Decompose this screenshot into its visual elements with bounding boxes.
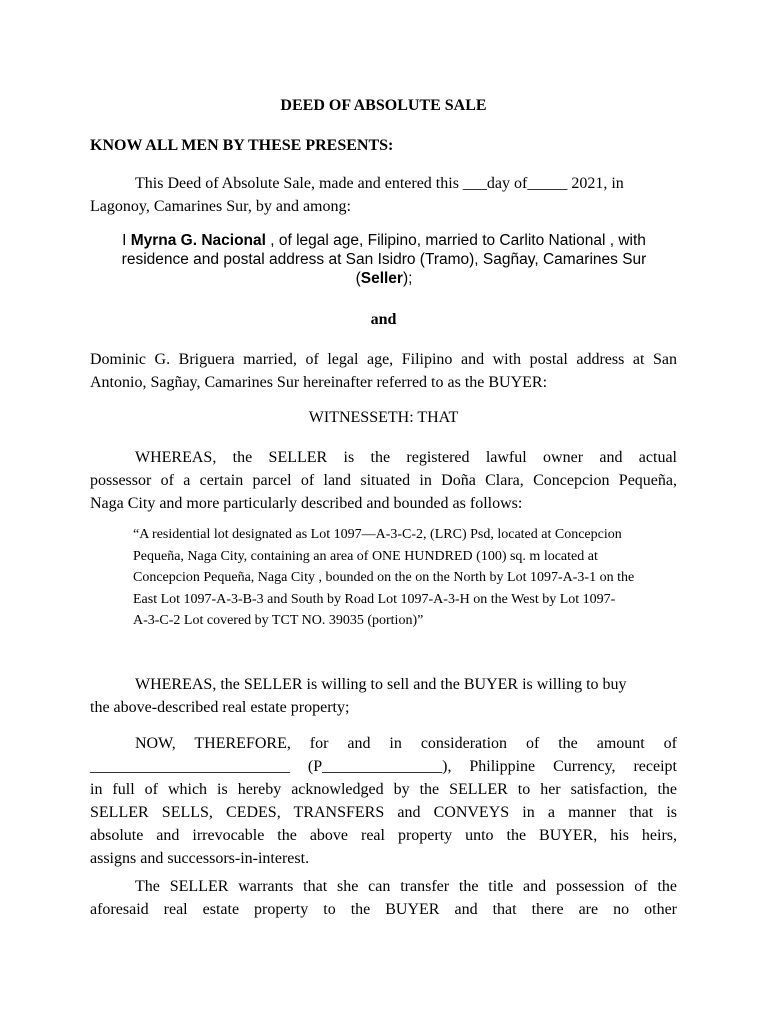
now-line-1: NOW, THEREFORE, for and in consideration of the amount of [135, 735, 677, 752]
intro-line-2: Lagonoy, Camarines Sur, by and among: [90, 198, 351, 215]
property-description-quote [133, 524, 653, 632]
whereas-willing-paragraph [90, 673, 677, 719]
now-line-6: assigns and successors-in-interest. [90, 850, 310, 867]
seller-role: Seller [360, 270, 403, 287]
seller-line-3: (Seller); [355, 270, 413, 287]
and-connector: and [370, 311, 397, 328]
now-line-2: _________________________ (P_______________), Philippine Currency, receipt [90, 758, 677, 775]
now-line-4: SELLER SELLS, CEDES, TRANSFERS and CONVEYS in a manner that is [90, 804, 677, 821]
now-line-3: in full of which is hereby acknowledged by the SELLER to her satisfaction, the [90, 781, 677, 798]
seller-line-2: residence and postal address at San Isidro (Tramo), Sagñay, Camarines Sur [121, 251, 647, 268]
intro-line-1: This Deed of Absolute Sale, made and entered this ___day of_____ 2021, in [135, 175, 624, 192]
whereas1-line-3: Naga City and more particularly described and bounded as follows: [90, 495, 523, 512]
property-line-4: East Lot 1097-A-3-B-3 and South by Road Lot 1097-A-3-H on the West by Lot 1097- [133, 591, 616, 607]
property-line-5: A-3-C-2 Lot covered by TCT NO. 39035 (portion)” [133, 613, 424, 628]
warranty-line-2: aforesaid real estate property to the BUYER and that there are no other [90, 901, 677, 918]
seller-name: Myrna G. Nacional [130, 232, 266, 249]
whereas1-line-2: possessor of a certain parcel of land situated in Doña Clara, Concepcion Pequeña, [90, 472, 677, 489]
buyer-paragraph [90, 348, 677, 394]
warranty-paragraph [90, 875, 677, 921]
whereas2-line-1: WHEREAS, the SELLER is willing to sell and the BUYER is willing to buy [135, 676, 627, 693]
whereas-ownership-paragraph [90, 446, 677, 515]
witnesseth-heading: WITNESSETH: THAT [308, 409, 459, 426]
buyer-line-1: Dominic G. Briguera married, of legal age, Filipino and with postal address at San [90, 351, 677, 368]
seller-line-1: I Myrna G. Nacional , of legal age, Filipino, married to Carlito National , with [122, 232, 646, 249]
intro-paragraph [90, 172, 677, 218]
property-line-1: “A residential lot designated as Lot 1097—A-3-C-2, (LRC) Psd, located at Concepcion [133, 527, 622, 542]
warranty-line-1: The SELLER warrants that she can transfer the title and possession of the [135, 878, 677, 895]
property-line-3: Concepcion Pequeña, Naga City , bounded on the on the North by Lot 1097-A-3-1 on the [133, 570, 635, 585]
whereas1-line-1: WHEREAS, the SELLER is the registered lawful owner and actual [135, 449, 677, 466]
seller-paragraph [96, 231, 672, 288]
salutation: KNOW ALL MEN BY THESE PRESENTS: [90, 137, 394, 154]
document-title: DEED OF ABSOLUTE SALE [280, 97, 487, 114]
now-line-5: absolute and irrevocable the above real property unto the BUYER, his heirs, [90, 827, 677, 844]
now-therefore-paragraph [90, 732, 677, 870]
buyer-line-2: Antonio, Sagñay, Camarines Sur hereinafter referred to as the BUYER: [90, 374, 548, 391]
whereas2-line-2: the above-described real estate property; [90, 699, 350, 716]
property-line-2: Pequeña, Naga City, containing an area of ONE HUNDRED (100) sq. m located at [133, 548, 598, 564]
